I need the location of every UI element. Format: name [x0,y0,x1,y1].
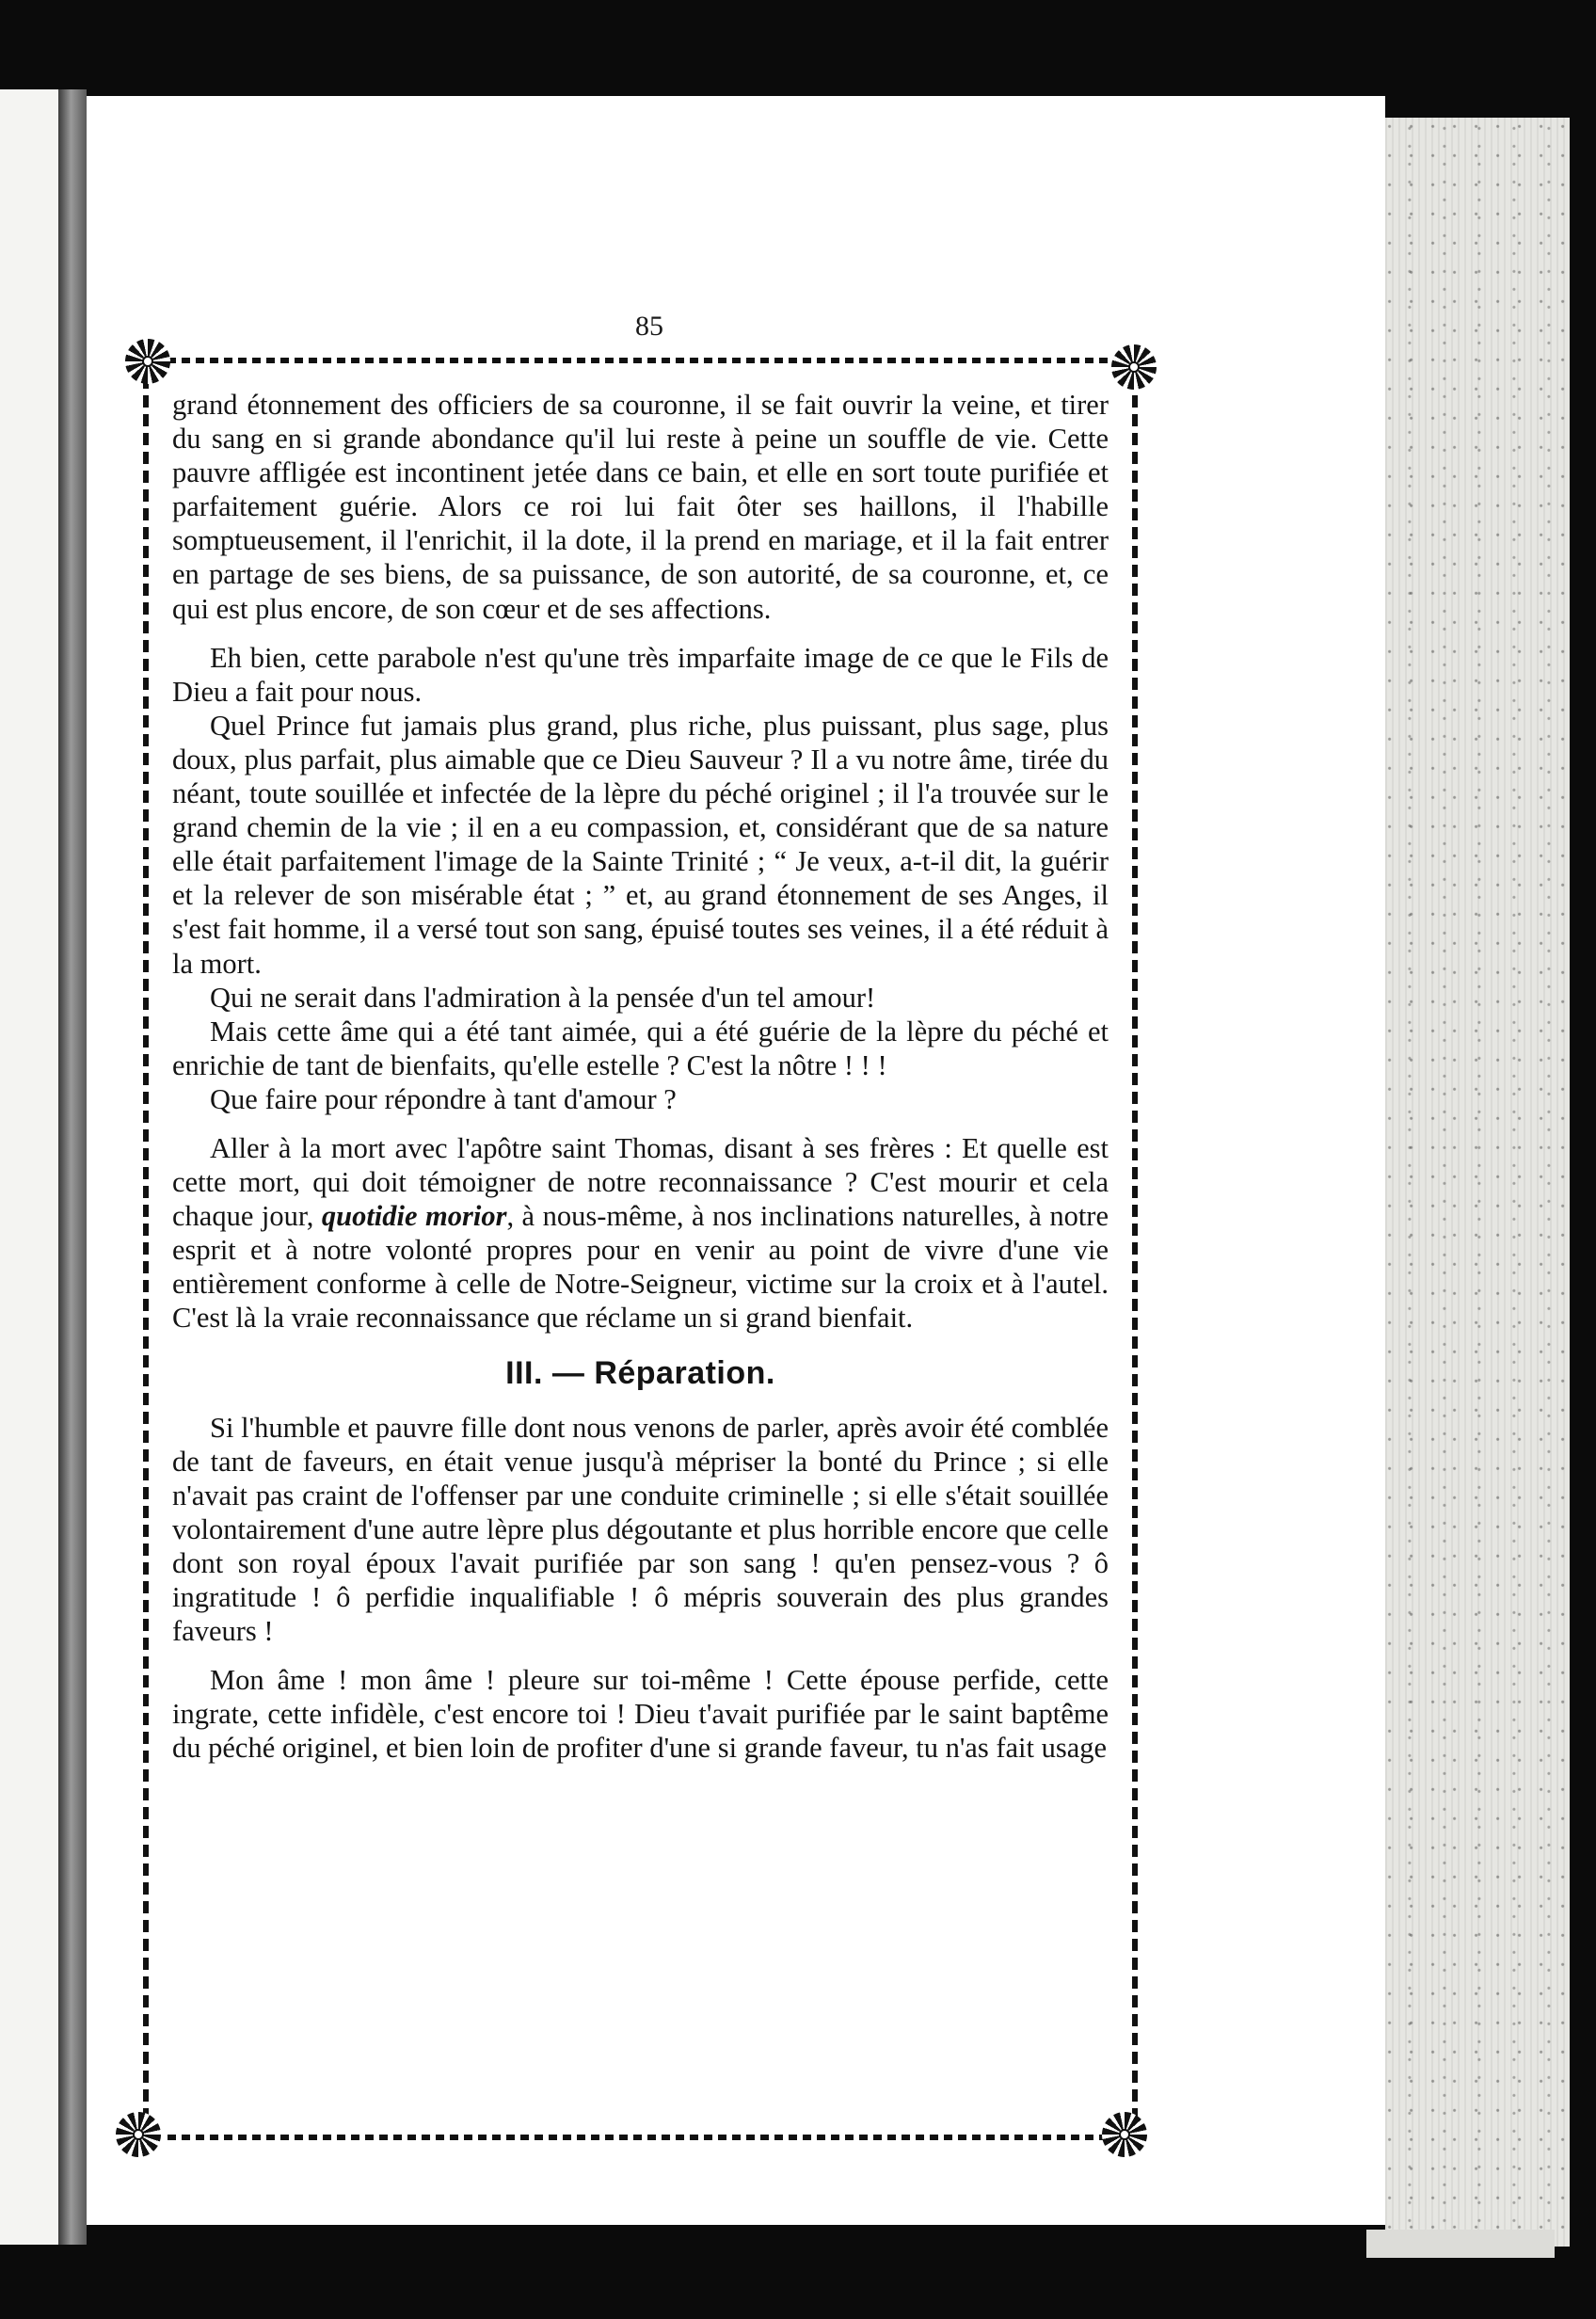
frame-border-bottom [168,2135,1125,2140]
latin-quote: quotidie morior [321,1200,507,1233]
previous-page-edge [0,89,58,2245]
flower-ornament-icon [1102,2112,1147,2157]
paragraph: Mais cette âme qui a été tant aimée, qui a été guérie de la lèpre du péché et enrichie de tant de bienfaits, qu'elle estelle ? C'est la nôtre ! ! ! [172,1015,1109,1081]
book-binding [58,89,87,2245]
paragraph: Qui ne serait dans l'admiration à la pensée d'un tel amour! [210,981,876,1014]
frame-border-right [1132,376,1138,2119]
paragraph-text: , à nous-même, à nos inclinations naturelles, à notre esprit et à notre volonté propres pour en venir au point de vivre d'une vie entièrement conforme à celle de Notre-Seigneur, victime sur la croix et à l'autel. C'est là la vraie reconnaissance que réclame un si grand bienfait. [172,1200,1109,1335]
page-text [172,388,1109,1766]
paragraph-text: Aller à la mort avec l'apôtre saint Thomas, disant à ses frères : Et quelle est cette mort, qui doit témoigner de notre reconnaissance ? C'est mourir et cela chaque jour, [172,1131,1109,1233]
paragraph: Eh bien, cette parabole n'est qu'une très imparfaite image de ce que le Fils de Dieu a fait pour nous. [172,641,1109,708]
frame-border-top [168,358,1125,363]
section-heading-text: III. — Réparation. [505,1354,775,1391]
page-block-bottom [1366,2230,1555,2258]
paragraph: Quel Prince fut jamais plus grand, plus riche, plus puissant, plus sage, plus doux, plus parfait, plus aimable que ce Dieu Sauveur ? Il a vu notre âme, tirée du néant, toute souillée et infectée de la lèpre du péché originel ; il l'a trouvée sur le grand chemin de la vie ; il en a eu compassion, et, considérant que de sa nature elle était parfaitement l'image de la Sainte Trinité ; “ Je veux, a-t-il dit, la guérir et la relever de son misérable état ; ” et, au grand étonnement de ses Anges, il s'est fait homme, il a versé tout son sang, épuisé toutes ses veines, il a été réduit à la mort. [172,709,1109,980]
paragraph: grand étonnement des officiers de sa couronne, il se fait ouvrir la veine, et tirer du sang en si grande abondance qu'il lui reste à peine un souffle de vie. Cette pauvre affligée est incontinent jetée dans ce bain, et elle en sort toute purifiée et parfaitement guérie. Alors ce roi lui fait ôter ses haillons, il l'habille somptueusement, il l'enrichit, il la dote, il la prend en mariage, et il la fait entrer en partage de ses biens, de sa puissance, de son autorité, de sa couronne, et, ce qui est plus encore, de son cœur et de ses affections. [172,389,1109,625]
flower-ornament-icon [116,2112,161,2157]
flower-ornament-icon [125,339,170,384]
paragraph: Si l'humble et pauvre fille dont nous venons de parler, après avoir été comblée de tant de faveurs, en était venue jusqu'à mépriser la bonté du Prince ; si elle n'avait pas craint de l'offenser par une conduite criminelle ; si elle s'était souillée volontairement d'une autre lèpre plus dégoutante et plus horrible encore que celle dont son royal époux l'avait purifiée par son sang ! qu'en pensez-vous ? ô ingratitude ! ô perfidie inqualifiable ! ô mépris souverain des plus grandes faveurs ! [172,1411,1109,1648]
paragraph [172,1131,1109,1335]
frame-border-left [143,376,149,2119]
paragraph: Mon âme ! mon âme ! pleure sur toi-même ! Cette épouse perfide, cette ingrate, cette infidèle, c'est encore toi ! Dieu t'avait purifiée par le saint baptême du péché originel, et bien loin de profiter d'une si grande faveur, tu n'as fait usage [172,1664,1109,1765]
page-block-edges [1385,118,1570,2247]
paragraph: Que faire pour répondre à tant d'amour ? [210,1082,677,1115]
flower-ornament-icon [1111,344,1157,390]
section-heading [172,1356,1109,1390]
page-number: 85 [635,311,663,342]
